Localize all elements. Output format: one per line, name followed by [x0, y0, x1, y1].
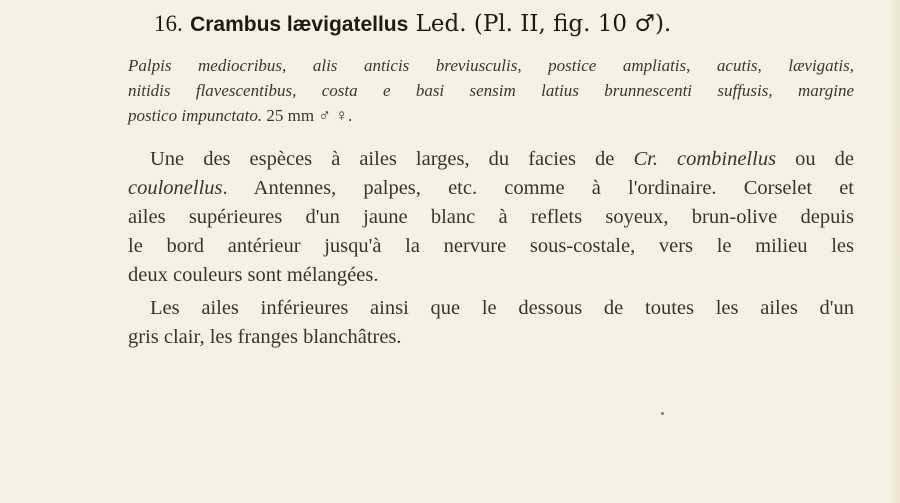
text-run: ou de	[776, 148, 854, 170]
latin-line: Palpis mediocribus, alis anticis breviusculis, postice ampliatis, acutis, lævigatis,	[128, 56, 854, 75]
text-line	[128, 145, 854, 174]
text-line: Les ailes inférieures ainsi que le dessous de toutes les ailes d'un	[150, 297, 854, 319]
description-paragraph-1	[128, 145, 854, 290]
text-line: ailes supérieures d'un jaune blanc à reflets soyeux, brun-olive depuis	[128, 206, 854, 228]
text-line: gris clair, les franges blanchâtres.	[128, 326, 402, 348]
latin-diagnosis	[128, 53, 854, 128]
plate-reference: (Pl. II, fig. 10 ♂).	[473, 11, 672, 37]
species-author: Led.	[415, 11, 467, 37]
latin-text: postico impunctato.	[128, 106, 263, 125]
latin-line-last	[128, 103, 854, 128]
description-paragraph-2	[128, 294, 854, 352]
latin-line: nitidis flavescentibus, costa e basi sensim latius brunnescenti suffusis, margine	[128, 81, 854, 100]
species-heading	[154, 8, 854, 41]
text-line	[128, 174, 854, 203]
page-edge	[888, 0, 900, 503]
text-run: Une des espèces à ailes larges, du facies de	[150, 148, 634, 170]
species-number: 16.	[154, 11, 183, 36]
text-line: deux couleurs sont mélangées.	[128, 264, 379, 286]
description-body	[128, 145, 854, 352]
text-run: . Antennes, palpes, etc. comme à l'ordinaire. Corselet et	[222, 177, 854, 199]
paper-speck	[661, 412, 664, 415]
wingspan-size: 25 mm ♂ ♀.	[266, 106, 353, 125]
text-line: le bord antérieur jusqu'à la nervure sous-costale, vers le milieu les	[128, 235, 854, 257]
species-reference: coulonellus	[128, 177, 223, 199]
species-reference: Cr. combinellus	[633, 148, 777, 170]
species-name: Crambus lævigatellus	[190, 13, 409, 36]
